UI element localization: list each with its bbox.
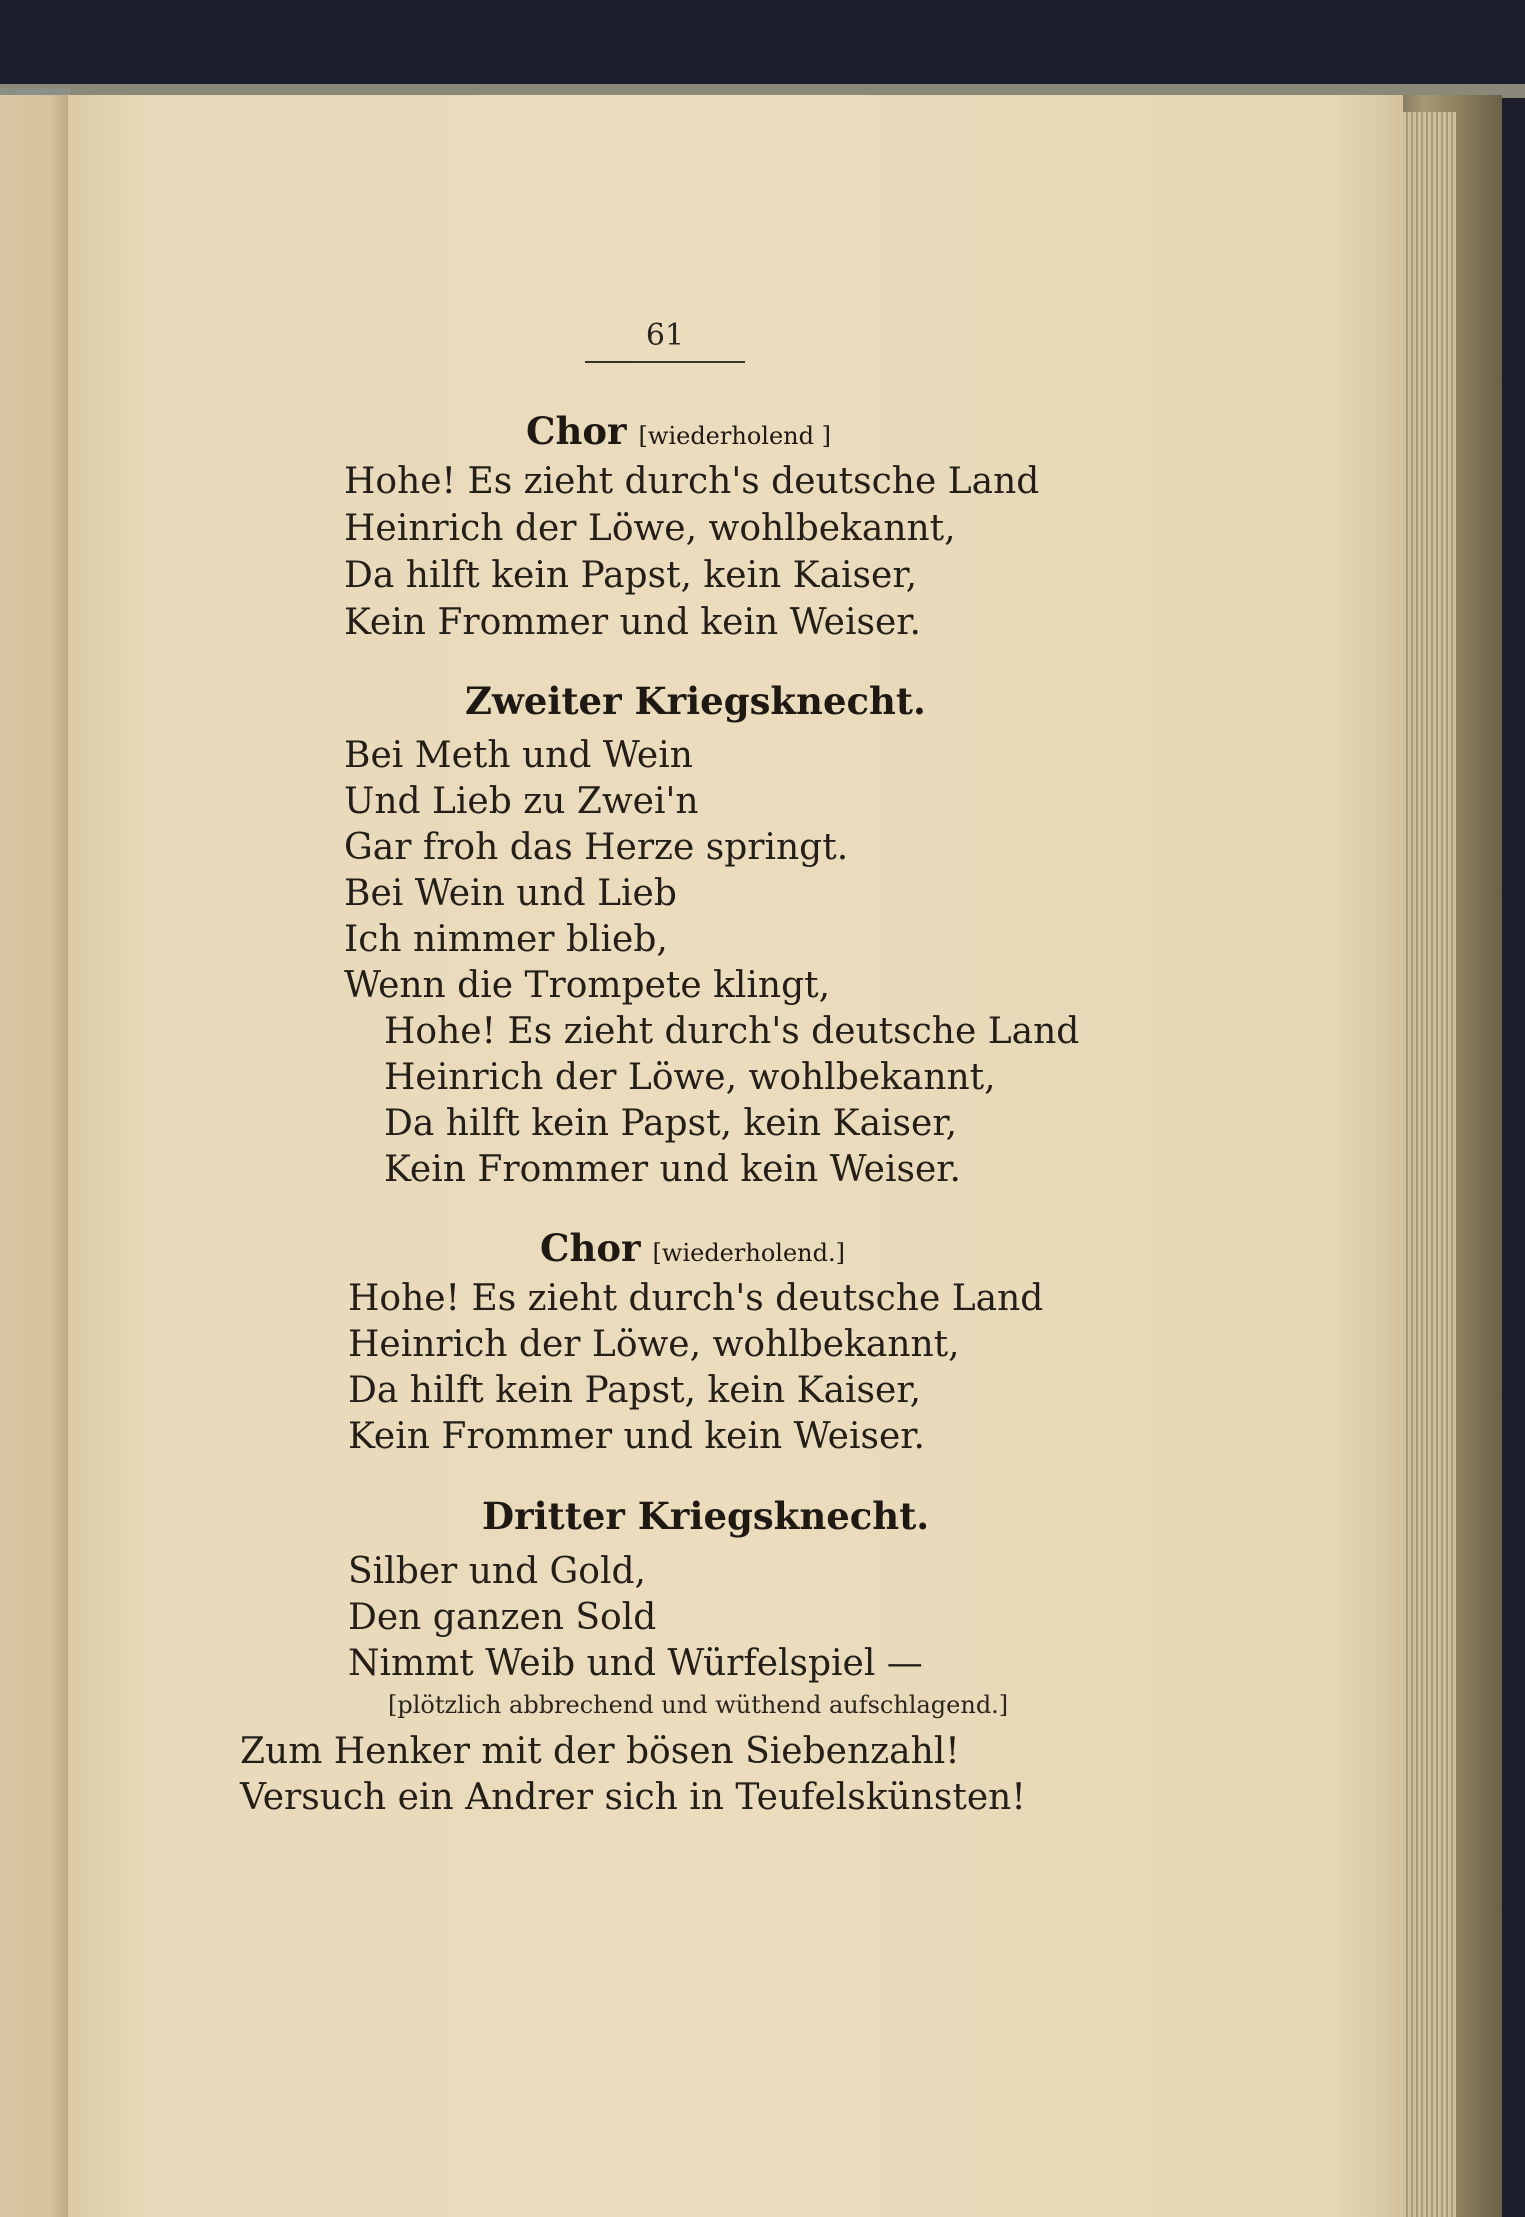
verse-line-indented: Da hilft kein Papst, kein Kaiser, <box>384 1103 958 1144</box>
verse-line-indented: Kein Frommer und kein Weiser. <box>384 1149 961 1190</box>
verse-line: Wenn die Trompete klingt, <box>344 965 831 1006</box>
speaker-heading-zweiter: Zweiter Kriegsknecht. <box>465 679 926 723</box>
verse-line: Zum Henker mit der bösen Siebenzahl! <box>240 1731 960 1772</box>
verse-line: Den ganzen Sold <box>348 1597 657 1638</box>
stage-direction: [wiederholend.] <box>652 1239 845 1267</box>
verse-line: Nimmt Weib und Würfelspiel — <box>348 1643 923 1684</box>
verse-line: Silber und Gold, <box>348 1551 646 1592</box>
verse-line: Bei Wein und Lieb <box>344 873 677 914</box>
verse-line: Kein Frommer und kein Weiser. <box>344 602 921 643</box>
speaker-name: Chor <box>540 1226 641 1270</box>
verse-line: Versuch ein Andrer sich in Teufelskünsten! <box>240 1777 1026 1818</box>
page-number-rule <box>585 361 745 363</box>
verse-line: Bei Meth und Wein <box>344 735 693 776</box>
verse-line: Heinrich der Löwe, wohlbekannt, <box>348 1324 960 1365</box>
left-page <box>0 95 72 2217</box>
verse-line: Ich nimmer blieb, <box>344 919 668 960</box>
page-number: 61 <box>645 318 685 353</box>
verse-line: Da hilft kein Papst, kein Kaiser, <box>344 555 918 596</box>
verse-line: Gar froh das Herze springt. <box>344 827 849 868</box>
speaker-heading-chor-1 <box>526 408 831 459</box>
verse-line: Hohe! Es zieht durch's deutsche Land <box>344 461 1040 502</box>
verse-line: Heinrich der Löwe, wohlbekannt, <box>344 508 956 549</box>
page-edges <box>1398 112 1456 2217</box>
speaker-name: Chor <box>526 409 627 453</box>
verse-line: Hohe! Es zieht durch's deutsche Land <box>348 1278 1044 1319</box>
verse-line: Und Lieb zu Zwei'n <box>344 781 699 822</box>
speaker-heading-chor-2 <box>540 1225 845 1276</box>
speaker-heading-dritter: Dritter Kriegsknecht. <box>482 1494 930 1538</box>
verse-line: Kein Frommer und kein Weiser. <box>348 1416 925 1457</box>
verse-line: Da hilft kein Papst, kein Kaiser, <box>348 1370 922 1411</box>
stage-direction: [wiederholend ] <box>638 422 831 450</box>
stage-direction: [plötzlich abbrechend und wüthend aufschlagend.] <box>388 1691 1009 1719</box>
verse-line-indented: Hohe! Es zieht durch's deutsche Land <box>384 1011 1080 1052</box>
verse-line-indented: Heinrich der Löwe, wohlbekannt, <box>384 1057 996 1098</box>
